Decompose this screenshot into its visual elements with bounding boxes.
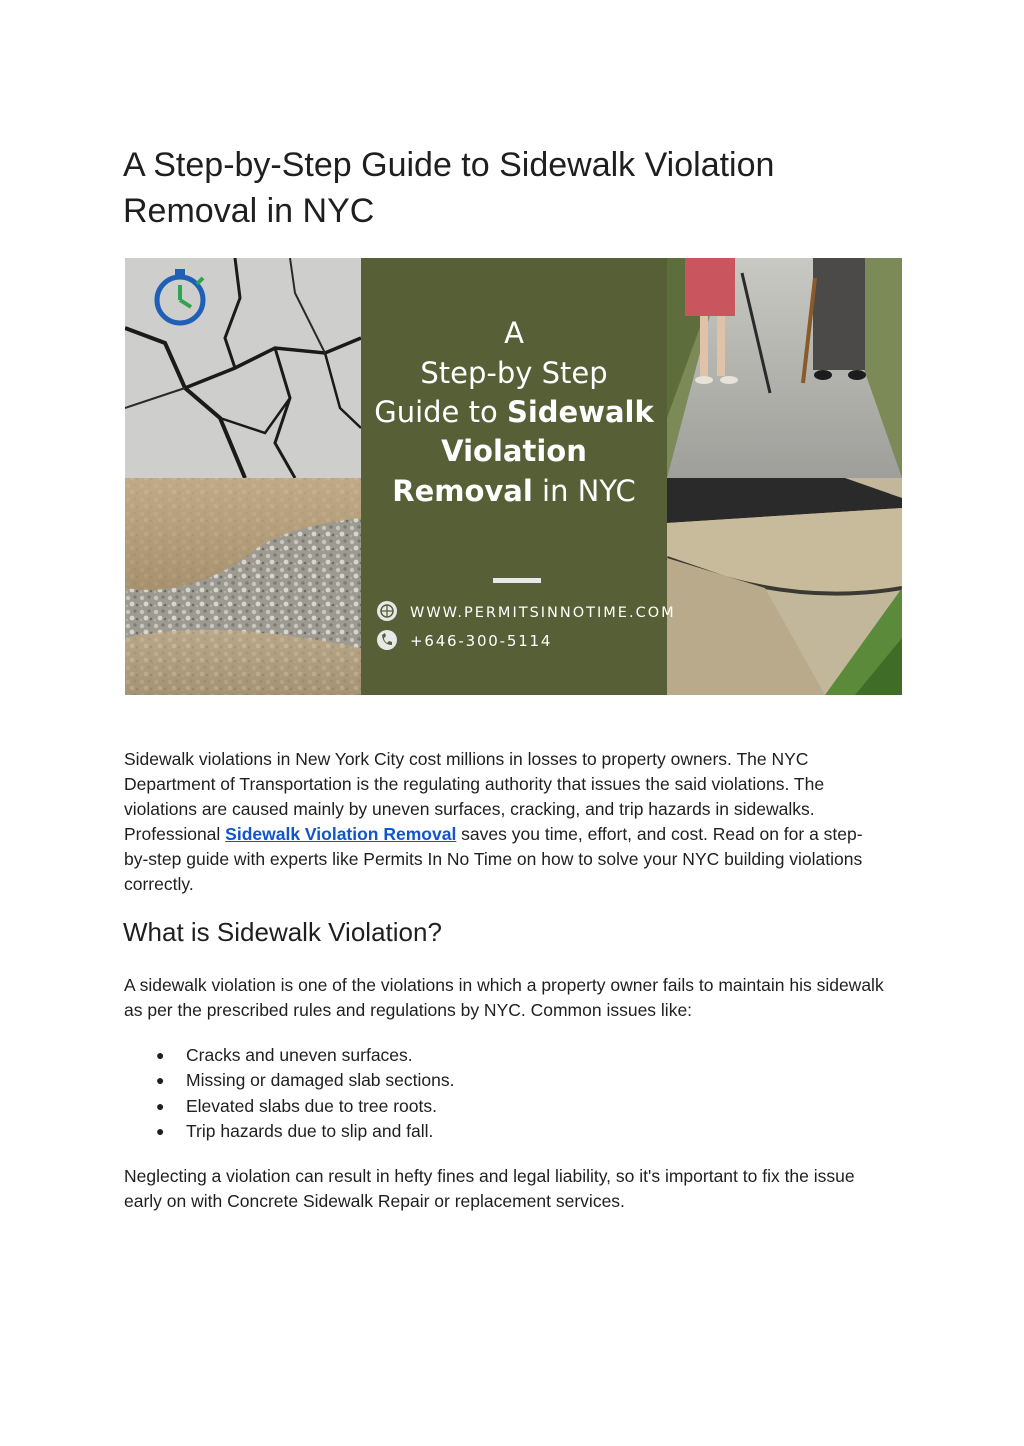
list-item — [124, 1068, 454, 1093]
section-heading: What is Sidewalk Violation? — [123, 917, 442, 947]
banner-phone: +646-300-5114 — [410, 632, 553, 650]
banner-heading-line4: Violation — [441, 434, 587, 468]
bullet-icon: ● — [156, 1072, 165, 1089]
intro-paragraph — [124, 747, 884, 897]
gravel-sidewalk-photo — [125, 478, 361, 695]
issues-list — [124, 1043, 454, 1144]
banner-heading-line5-bold: Removal — [392, 474, 533, 508]
bullet-icon: ● — [156, 1047, 165, 1063]
banner-heading-line3 — [374, 395, 654, 429]
banner-website: WWW.PERMITSINNOTIME.COM — [410, 605, 676, 621]
list-item — [124, 1043, 454, 1068]
sidewalk-violation-removal-link[interactable]: Sidewalk Violation Removal — [225, 824, 457, 844]
phone-icon — [377, 630, 397, 650]
list-item — [124, 1119, 454, 1144]
banner-image — [125, 258, 902, 695]
closing-paragraph: Neglecting a violation can result in hefty fines and legal liability, so it's important to fix the issue early on with Concrete Sidewalk Repair or replacement services. — [124, 1166, 855, 1211]
document-title: A Step-by-Step Guide to Sidewalk Violation Removal in NYC — [123, 146, 775, 230]
bullet-icon: ● — [156, 1122, 165, 1139]
banner-heading-line5 — [392, 474, 636, 508]
walkers-photo — [667, 258, 902, 478]
bullet-icon: ● — [156, 1097, 165, 1114]
banner-heading-line3-bold: Sidewalk — [506, 395, 654, 429]
banner-heading-line2: Step-by Step — [420, 356, 608, 390]
list-item-text: Elevated slabs due to tree roots. — [186, 1095, 437, 1116]
banner-heading-line1: A — [504, 316, 524, 350]
uneven-slab-photo — [667, 478, 902, 695]
definition-paragraph: A sidewalk violation is one of the violations in which a property owner fails to maintain his sidewalk as per the prescribed rules and regulations by NYC. Common issues like: — [124, 975, 884, 1020]
banner-divider — [493, 578, 541, 583]
banner-heading-line5-regular: in NYC — [532, 474, 636, 508]
banner-heading-line3-regular: Guide to — [374, 395, 507, 429]
list-item-text: Trip hazards due to slip and fall. — [186, 1120, 434, 1141]
intro-text-after-link: saves you time, effort, and cost. Read on for a step-by-step guide with experts like Permits In No Time on how to solve your NYC building violations correctly. — [124, 824, 863, 894]
globe-icon — [377, 601, 397, 621]
list-item — [124, 1094, 454, 1119]
list-item-text: Cracks and uneven surfaces. — [186, 1045, 413, 1065]
intro-text-before-link: Sidewalk violations in New York City cost millions in losses to property owners. The NYC Department of Transportation is the regulating authority that issues the said violations. The violations are caused mainly by uneven surfaces, cracking, and trip hazards in sidewalks. Professional — [124, 749, 825, 844]
list-item-text: Missing or damaged slab sections. — [186, 1070, 455, 1091]
